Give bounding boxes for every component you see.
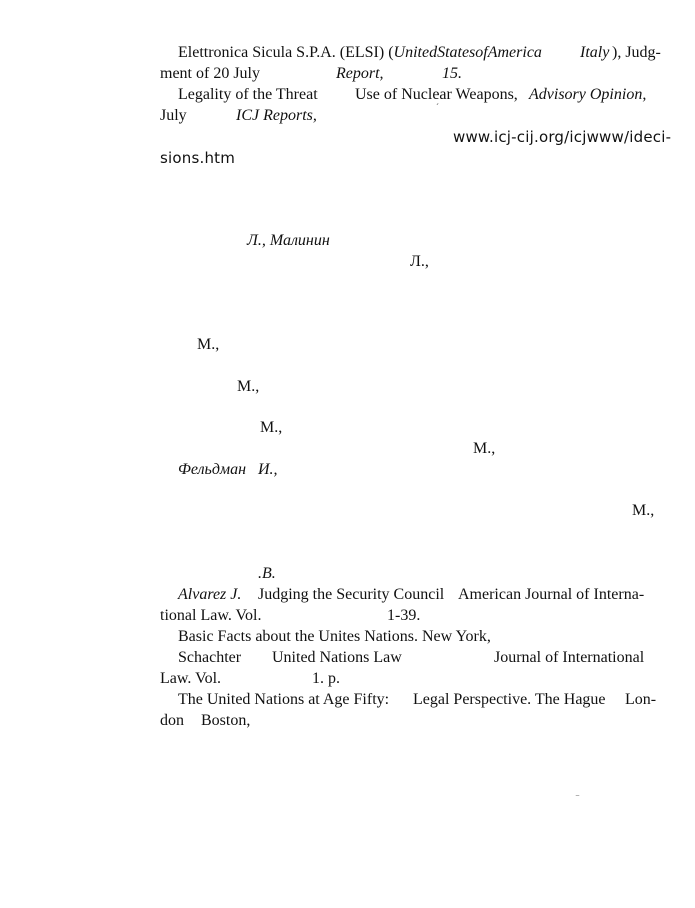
ru-ref-line1: Л., Малинин xyxy=(247,232,330,249)
en-ref-un-fifty-sub: Legal Perspective. The Hague xyxy=(413,691,606,708)
ru-ref-line4: М., xyxy=(237,378,260,395)
en-ref-alvarez-vol: tional Law. Vol. xyxy=(160,607,262,624)
ref-nuclear-opinion: Advisory Opinion, xyxy=(529,86,647,103)
section-b-heading: .B. xyxy=(258,565,276,582)
en-ref-schachter-journal: Journal of International xyxy=(494,649,645,666)
en-ref-basic-facts: Basic Facts about the Unites Nations. New York, xyxy=(178,628,491,645)
ref-nuclear-icj: ICJ Reports, xyxy=(236,107,317,124)
en-ref-schachter-title: United Nations Law xyxy=(272,649,402,666)
ref-elsi-line1 xyxy=(178,42,542,63)
ru-ref-line2: Л., xyxy=(410,253,429,270)
ref-elsi-italy: Italy xyxy=(580,44,610,61)
ru-ref-line3: М., xyxy=(197,336,220,353)
en-ref-schachter-vol: Law. Vol. xyxy=(160,670,222,687)
en-ref-schachter-page: 1. p. xyxy=(312,670,340,687)
ref-elsi-judg: ), Judg- xyxy=(612,44,661,61)
ru-ref-line8: М., xyxy=(632,502,655,519)
ru-ref-line6: М., xyxy=(473,440,496,457)
ru-ref-line5: М., xyxy=(260,419,283,436)
ref-elsi-page: 15. xyxy=(442,65,462,82)
ref-elsi-report: Report, xyxy=(336,65,384,82)
en-ref-schachter-author: Schachter xyxy=(178,649,242,666)
en-ref-un-fifty: The United Nations at Age Fifty: xyxy=(178,691,390,708)
ref-nuclear-title-b: Use of Nuclear Weapons, xyxy=(355,86,518,103)
en-ref-alvarez-title: Judging the Security Council xyxy=(258,586,445,603)
stray-dash: ‾ xyxy=(576,795,579,805)
ref-nuclear-url-end: sions.htm xyxy=(160,149,236,167)
en-ref-un-fifty-boston: Boston, xyxy=(201,712,251,729)
ref-elsi-parties: UnitedStatesofAmerica xyxy=(393,44,542,61)
stray-mark: ´ xyxy=(436,102,439,112)
en-ref-un-fifty-don: don xyxy=(160,712,184,729)
ref-nuclear-july: July xyxy=(160,107,187,124)
en-ref-alvarez-author: Alvarez J. xyxy=(178,586,242,603)
ref-nuclear-url: www.icj-cij.org/icjwww/ideci- xyxy=(453,128,672,146)
ru-ref-feldman: Фельдман xyxy=(178,461,247,478)
en-ref-un-fifty-london: Lon- xyxy=(625,691,657,708)
en-ref-alvarez-pages: 1-39. xyxy=(387,607,421,624)
ref-elsi-title: Elettronica Sicula S.P.A. (ELSI) ( xyxy=(178,44,394,61)
ru-ref-feldman-initial: И., xyxy=(258,461,278,478)
ref-elsi-date: ment of 20 July xyxy=(160,65,260,82)
ref-nuclear-title-a: Legality of the Threat xyxy=(178,86,318,103)
en-ref-alvarez-journal: American Journal of Interna- xyxy=(458,586,645,603)
